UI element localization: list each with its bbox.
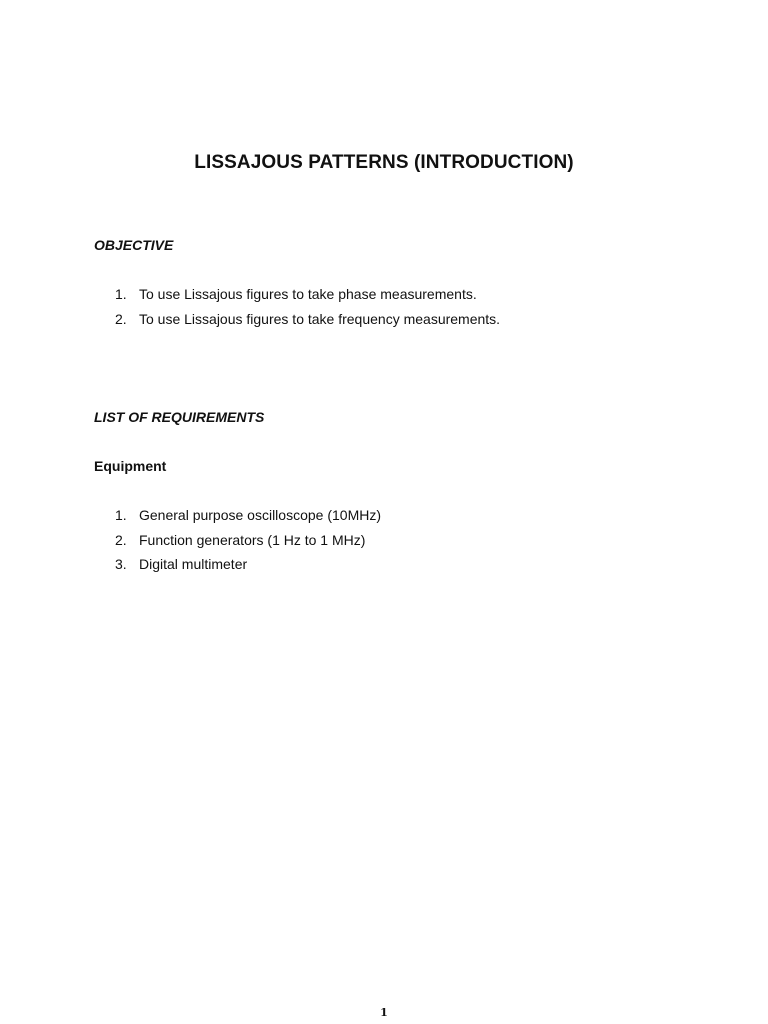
list-item-number: 3.	[115, 556, 127, 572]
list-item-number: 1.	[115, 286, 127, 302]
requirements-heading: LIST OF REQUIREMENTS	[94, 409, 265, 425]
equipment-heading: Equipment	[94, 458, 167, 474]
list-item-number: 2.	[115, 310, 127, 327]
page-number: 1	[380, 1006, 388, 1019]
page-title: LISSAJOUS PATTERNS (INTRODUCTION)	[194, 152, 574, 173]
list-item-text: To use Lissajous figures to take phase measurements.	[139, 286, 477, 302]
list-item-text: Function generators (1 Hz to 1 MHz)	[139, 531, 366, 548]
list-item-text: Digital multimeter	[139, 556, 248, 572]
list-item-text: General purpose oscilloscope (10MHz)	[139, 507, 381, 523]
list-item-text: To use Lissajous figures to take frequency measurements.	[139, 310, 501, 327]
list-item-number: 2.	[115, 531, 127, 548]
objective-heading: OBJECTIVE	[94, 237, 174, 253]
list-item-number: 1.	[115, 507, 127, 523]
